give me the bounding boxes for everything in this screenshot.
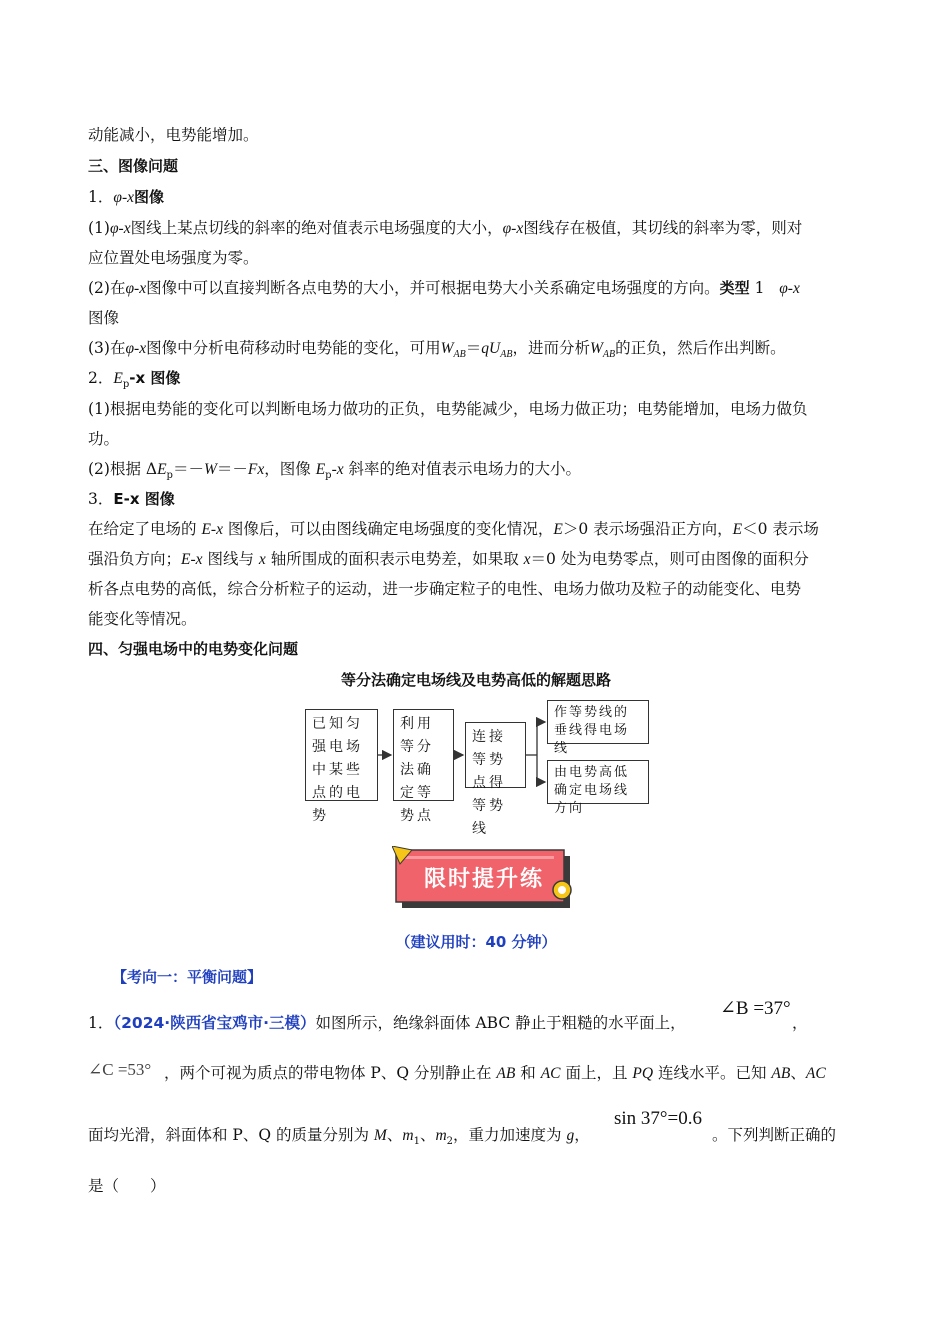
flow-box-field-line: 作等势线的垂线得电场线 <box>547 700 649 744</box>
time-hint: （建议用时：40 分钟） <box>395 933 557 951</box>
sin-expression: sin 37°=0.6 <box>614 1108 702 1129</box>
question-line: 面均光滑，斜面体和 P、Q 的质量分别为 M、$m_1$、$m_2$，重力加速度为 g， <box>88 1126 590 1148</box>
paragraph-line: (1)φ-x图线上某点切线的斜率的绝对值表示电场强度的大小，φ-x图线存在极值，其切线的斜率为零，则对 <box>88 219 803 237</box>
paragraph-line: 析各点电势的高低，综合分析粒子的运动，进一步确定粒子的电性、电场力做功及粒子的动能变化、电势 <box>88 580 802 598</box>
paragraph-line: 图像 <box>88 309 120 327</box>
practice-badge <box>396 850 576 912</box>
paragraph-line: 动能减小，电势能增加。 <box>88 126 259 144</box>
question-line: 是（ ） <box>88 1177 166 1195</box>
flow-box-equipotential-line: 连接等势点得等势线 <box>465 722 526 788</box>
flow-title: 等分法确定电场线及电势高低的解题思路 <box>340 671 611 689</box>
question-line: 。下列判断正确的 <box>712 1126 837 1144</box>
question-line: ，两个可视为质点的带电物体 P、Q 分别静止在 AB 和 AC 面上，且 PQ 连线水平。已知 AB、AC <box>164 1064 826 1082</box>
subsection-heading: 3．E-x 图像 <box>88 490 175 508</box>
angle-b: ∠B =37° <box>720 998 791 1019</box>
paragraph-line: 功。 <box>88 430 120 448</box>
question-line: 1．（2024·陕西省宝鸡市·三模）如图所示，绝缘斜面体 ABC 静止于粗糙的水平面上， <box>88 1014 686 1032</box>
paragraph-line: 能变化等情况。 <box>88 610 197 628</box>
flow-box-equal-division: 利用等分法确定等势点 <box>393 709 454 801</box>
subsection-heading: 1．φ-x图像 <box>88 188 165 206</box>
section-heading: 三、图像问题 <box>88 157 179 175</box>
paragraph-line: (1)根据电势能的变化可以判断电场力做功的正负，电势能减少，电场力做正功；电势能增加，电场力做负 <box>88 400 808 418</box>
subsection-heading: 2．$E_p-x$ 图像 <box>88 369 181 391</box>
section-heading: 四、匀强电场中的电势变化问题 <box>88 640 299 658</box>
paragraph-line: 强沿负方向；E-x 图线与 x 轴所围成的面积表示电势差，如果取 x＝0 处为电势零点，则可由图像的面积分 <box>88 550 809 568</box>
paragraph-line: 在给定了电场的 E-x 图像后，可以由图线确定电场强度的变化情况，E＞0 表示场强沿正方向，E＜0 表示场 <box>88 520 819 538</box>
flow-box-field-direction: 由电势高低确定电场线方向 <box>547 760 649 804</box>
flow-box-known-potentials: 已知匀强电场中某些点的电势 <box>305 709 378 801</box>
badge-label: 限时提升练 <box>423 867 544 892</box>
question-number: 1． <box>88 1014 114 1032</box>
section-tag: 【考向一：平衡问题】 <box>112 968 263 986</box>
paragraph-line: (2)在φ-x图像中可以直接判断各点电势的大小，并可根据电势大小关系确定电场强度的方向。类型 1 φ-x <box>88 279 800 297</box>
paragraph-line: (3)在φ-x图像中分析电荷移动时电势能的变化，可用$W_{AB}=qU_{AB}$，进而分析$W_{AB}$的正负，然后作出判断。 <box>88 339 786 361</box>
comma: ， <box>792 1014 808 1032</box>
paragraph-line: (2)根据 $\Delta E_p=-W=-Fx$，图像 $E_p-x$ 斜率的绝对值表示电场力的大小。 <box>88 460 582 482</box>
paragraph-line: 应位置处电场强度为零。 <box>88 249 259 267</box>
angle-c: ∠C =53° <box>88 1060 152 1079</box>
question-source: （2024·陕西省宝鸡市·三模） <box>113 1014 316 1032</box>
